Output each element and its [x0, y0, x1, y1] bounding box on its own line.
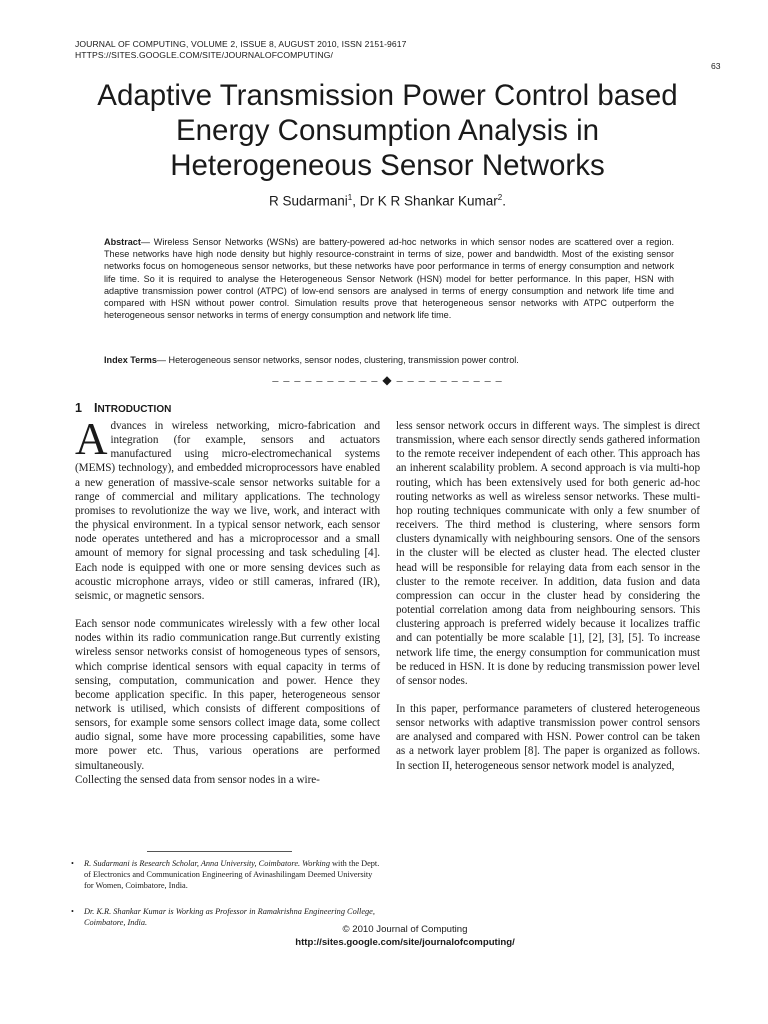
index-terms-label: Index Terms: [104, 355, 157, 365]
author-list-end: .: [502, 193, 507, 209]
footer-url-link[interactable]: http://sites.google.com/site/journalofcomputing/: [295, 937, 515, 948]
paper-title-line3: Heterogeneous Sensor Networks: [170, 149, 605, 182]
bullet-icon: •: [71, 859, 74, 868]
footnote-text: with the Dept. of Electronics and Communication Engineering of Avinashilingam Deemed University for Women, Coimbatore, India.: [84, 859, 380, 890]
section-separator: – – – – – – – – – – ◆ – – – – – – – – – –: [272, 373, 503, 387]
paper-title-line1: Adaptive Transmission Power Control based: [97, 79, 678, 112]
index-terms-text: — Heterogeneous sensor networks, sensor nodes, clustering, transmission power control.: [156, 355, 519, 365]
section-number: 1: [75, 401, 82, 415]
abstract-text: — Wireless Sensor Networks (WSNs) are battery-powered ad-hoc networks in which sensor nodes are scattered over a region. These networks have high node density but highly resource-constraint in terms of size, power and bandwidth. Most of the existing sensor networks focus on homogeneous sensor networks, but these networks have poor performance in terms of energy consumption and network life time. So it is required to analyse the Heterogeneous Sensor Network (HSN) model for better performance. In this paper, HSN with adaptive transmission power control (ATPC) of low-end sensors are analysed in terms of energy consumption and network life time and compared with HSN without power control. Simulation results prove that heterogeneous sensor networks with ATPC outperform the heterogeneous sensor networks in terms of energy consumption and network life time.: [104, 237, 674, 321]
paragraph-text: dvances in wireless networking, micro-fabrication and integration (for example, sensors and actuators manufactured using micro-electromechanical systems (MEMS) technology), and embedded microprocessors have enabled a new generation of massive-scale sensor networks suitable for a range of commercial and military applications. The technology promises to revolutionize the way we live, work, and interact with the physical environment. In a typical sensor network, each sensor node operates untethered and has a microprocessor and a small amount of memory for signal processing and task scheduling [4]. Each node is equipped with one or more sensing devices such as acoustic microphone arrays, video or still cameras, infrared (IR), seismic, or magnetic sensors.: [75, 420, 380, 602]
section-title-initial: I: [93, 401, 98, 415]
author-list: [40, 193, 735, 209]
author-affiliation-mark: 2: [497, 193, 503, 202]
bullet-icon: •: [71, 907, 74, 916]
footnote-italic: Dr. K.R. Shankar Kumar is Working as Professor in Ramakrishna Engineering College, Coimbatore, India.: [84, 907, 375, 927]
paragraph: In this paper, performance parameters of clustered heterogeneous sensor networks with adaptive transmission power control sensors are analysed and compared with HSN. Power control can be taken as a network layer problem [8]. The paper is organized as follows. In section II, heterogeneous sensor network model is analyzed,: [396, 702, 700, 772]
paragraph: Each sensor node communicates wirelessly with a few other local nodes within its radio communication range.But currently existing wireless sensor networks consist of homogeneous types of sensors, which comprise identical sensors with equal capacity in terms of sensing, computation, communication and power. Hence they become application specific. In this paper, heterogeneous sensor network is utilised, which consists of different compositions of sensors, for example some sensors collect image data, some collect audio signal, some have more processing capabilities, some have more power etc. Thus, various operations are performed simultaneously.: [75, 618, 380, 772]
journal-header-line1: JOURNAL OF COMPUTING, VOLUME 2, ISSUE 8, AUGUST 2010, ISSN 2151-9617: [75, 39, 407, 49]
section-title-rest: NTRODUCTION: [97, 404, 172, 415]
footer-copyright: © 2010 Journal of Computing: [342, 924, 468, 935]
body-column-left: [75, 414, 380, 787]
journal-header-line2: HTTPS://SITES.GOOGLE.COM/SITE/JOURNALOFCOMPUTING/: [75, 50, 333, 60]
author-separator: ,: [352, 193, 360, 209]
footnote-italic: R. Sudarmani is Research Scholar, Anna University, Coimbatore. Working: [84, 859, 330, 868]
footnote-divider: [147, 851, 292, 852]
abstract-label: Abstract: [104, 237, 141, 247]
author-name: R Sudarmani: [268, 193, 348, 209]
paper-title: [40, 78, 735, 183]
paragraph: less sensor network occurs in different ways. The simplest is direct transmission, where each sensor directly sends gathered information to the remote receiver independent of each other. This approach has an inherent scalability problem. A second approach is via multi-hop routing, which has been extensively used for both generic ad-hoc routing networks as well as wireless sensor networks. These multi-hop routing techniques communicate with only a few snumber of receivers. The third method is clustering, where sensors form clusters dynamically with neighbouring sensors. One of the sensors in the cluster will be elected as cluster head. The elected cluster head will be responsible for relaying data from each sensor in the cluster to the remote receiver. In addition, data fusion and data compression can occur in the cluster head by considering the potential correlation among data from neighbouring sensors. This clustering approach is preferred widely because it localizes traffic and can potentially be more scalable [1], [2], [3], [5]. To increase network life time, the energy consumption for communication must be reduced in HSN. It is done by reducing transmission power level of sensor nodes.: [396, 420, 700, 687]
abstract: [104, 236, 674, 321]
body-column-right: [396, 419, 700, 773]
drop-cap: A: [75, 414, 108, 464]
paragraph: Collecting the sensed data from sensor nodes in a wire-: [75, 773, 320, 786]
author-affiliation-mark: 1: [347, 193, 353, 202]
index-terms: [104, 354, 674, 366]
section-heading: [75, 401, 171, 415]
page-number: 63: [711, 61, 721, 71]
footnote-author-1: [71, 858, 380, 891]
paper-title-line2: Energy Consumption Analysis in: [175, 114, 600, 147]
paragraph: [75, 414, 380, 603]
journal-header: [75, 39, 407, 61]
author-name: Dr K R Shankar Kumar: [359, 193, 498, 209]
